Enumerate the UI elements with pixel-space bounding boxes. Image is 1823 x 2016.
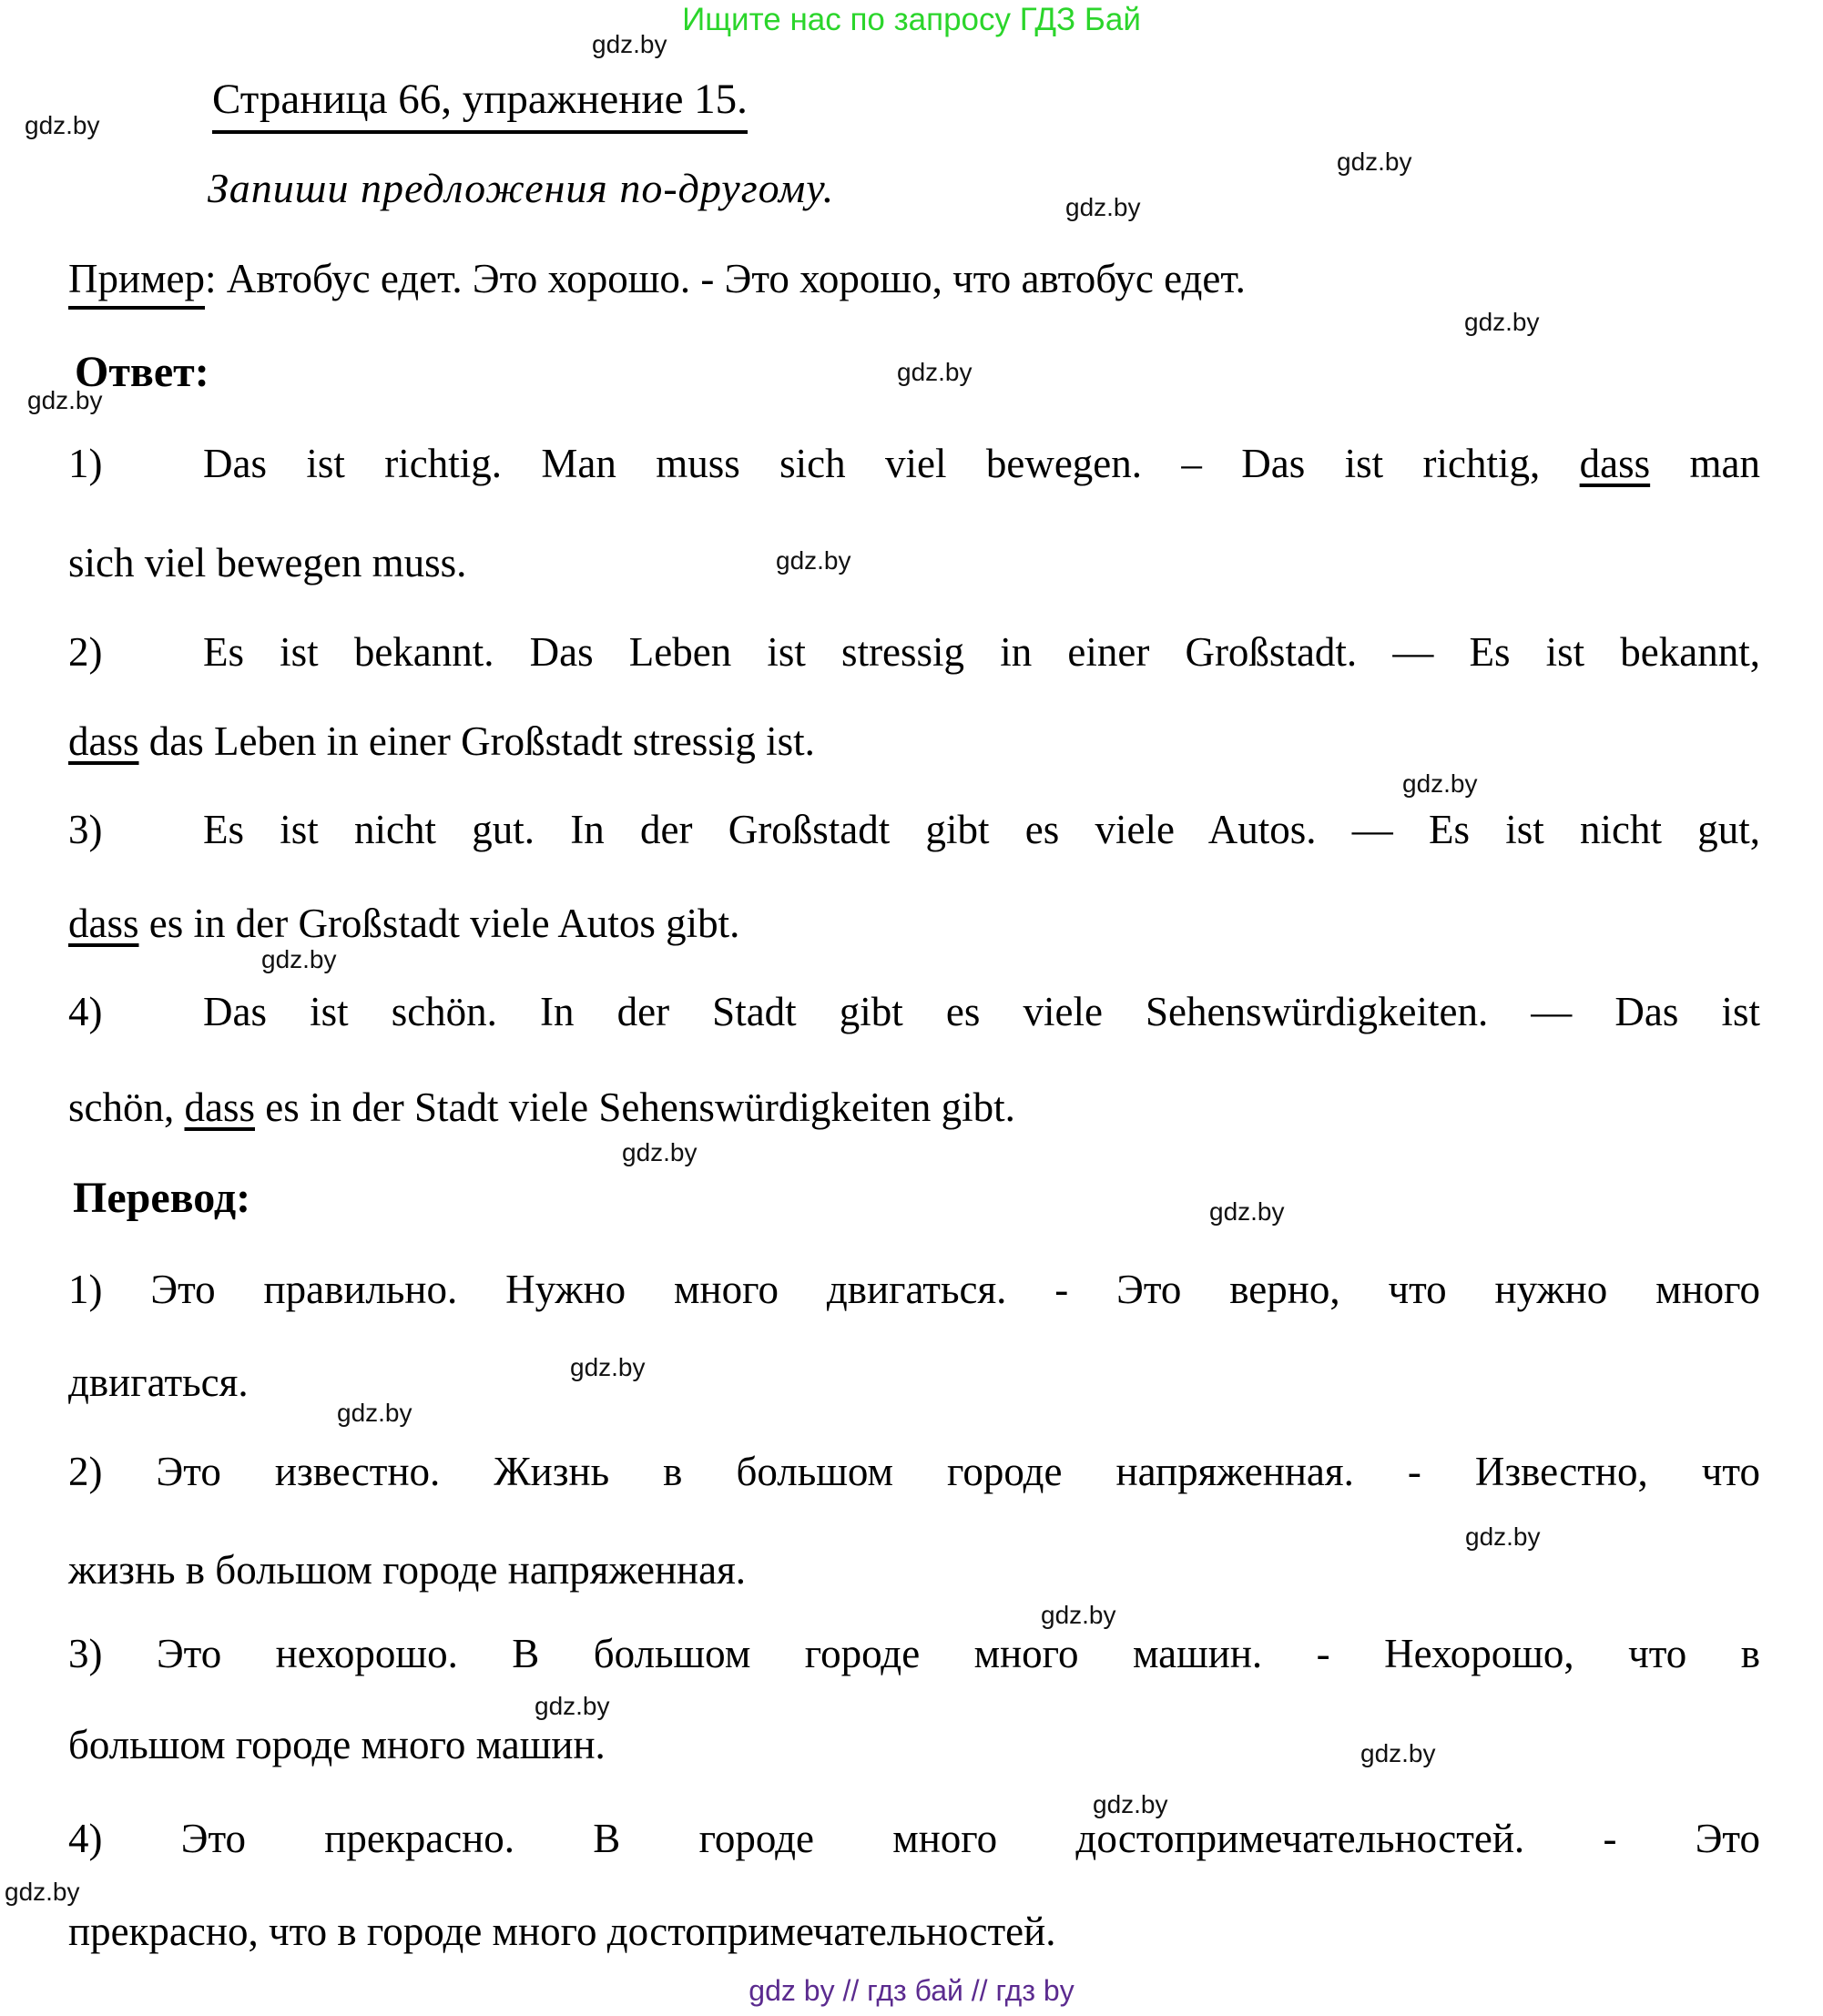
gdz-watermark: gdz.by [25,111,100,139]
gdz-watermark: gdz.by [1402,769,1478,798]
russian-item-1-line-1: 1) Это правильно. Нужно много двигаться. - Это верно, что нужно много [68,1267,1760,1312]
gdz-watermark: gdz.by [1465,1522,1541,1551]
gdz-watermark: gdz.by [1065,193,1141,221]
answer-heading: Ответ: [75,348,209,396]
item-text: Das ist richtig. Man muss sich viel bewegen. – Das ist richtig, [203,441,1580,486]
example-text: : Автобус едет. Это хорошо. - Это хорошо, что автобус едет. [205,256,1246,301]
gdz-watermark: gdz.by [1041,1601,1116,1629]
gdz-watermark: gdz.by [1464,308,1540,336]
russian-item-2-line-1: 2) Это известно. Жизнь в большом городе напряженная. - Известно, что [68,1449,1760,1494]
item-text: das Leben in einer Großstadt stressig ist. [138,718,815,764]
item-text: schön, [68,1084,185,1130]
german-item-1-line-2 [68,539,466,587]
gdz-watermark: gdz.by [5,1878,80,1906]
translation-heading: Перевод: [73,1174,251,1222]
dass-underlined: dass [184,1084,255,1130]
page-title-text: Страница 66, упражнение 15. [212,76,748,134]
item-number: 2) [68,629,103,675]
item-text: sich viel bewegen muss. [68,540,467,585]
gdz-watermark: gdz.by [27,386,103,414]
item-text: Es ist bekannt. Das Leben ist stressig in einer Großstadt. — Es ist bekannt, [203,629,1760,675]
german-item-4-line-1 [68,988,1760,1036]
russian-item-4-line-1: 4) Это прекрасно. В городе много достопримечательностей. - Это [68,1816,1760,1861]
gdz-watermark: gdz.by [570,1353,646,1381]
german-item-3-line-1 [68,806,1760,854]
item-text: man [1650,441,1760,486]
gdz-watermark: gdz.by [1360,1739,1436,1767]
promo-header: Ищите нас по запросу ГДЗ Бай [682,2,1141,37]
gdz-watermark: gdz.by [1337,148,1412,176]
german-item-2-line-2 [68,718,815,766]
example-label: Пример [68,256,205,310]
german-item-3-line-2 [68,900,739,948]
gdz-watermark: gdz.by [592,30,667,58]
item-number: 4) [68,989,103,1034]
german-item-4-line-2 [68,1084,1015,1132]
gdz-watermark: gdz.by [535,1692,610,1720]
dass-underlined: dass [68,718,139,764]
gdz-watermark: gdz.by [776,546,851,575]
item-text: Es ist nicht gut. In der Großstadt gibt es viele Autos. — Es ist nicht gut, [203,807,1760,852]
example-line [68,255,1246,303]
gdz-watermark: gdz.by [337,1399,412,1427]
russian-item-3-line-2: большом городе много машин. [68,1722,606,1767]
item-text: es in der Großstadt viele Autos gibt. [138,901,740,946]
item-text: es in der Stadt viele Sehenswürdigkeiten gibt. [255,1084,1015,1130]
gdz-watermark: gdz.by [1093,1790,1168,1818]
task-instruction: Запиши предложения по-другому. [208,165,835,211]
footer-brand: gdz by // гдз бай // гдз by [749,1974,1074,2007]
dass-underlined: dass [68,901,139,946]
russian-item-3-line-1: 3) Это нехорошо. В большом городе много машин. - Нехорошо, что в [68,1631,1760,1676]
gdz-watermark: gdz.by [897,358,973,386]
item-number: 1) [68,441,103,486]
russian-item-1-line-2: двигаться. [68,1359,249,1405]
russian-item-4-line-2: прекрасно, что в городе много достопримечательностей. [68,1909,1056,1954]
dass-underlined: dass [1579,441,1651,486]
gdz-watermark: gdz.by [261,945,337,973]
item-number: 3) [68,807,103,852]
russian-item-2-line-2: жизнь в большом городе напряженная. [68,1547,747,1593]
german-item-1-line-1 [68,440,1760,488]
gdz-watermark: gdz.by [622,1138,698,1166]
page-title [212,75,748,125]
german-item-2-line-1 [68,628,1760,677]
gdz-watermark: gdz.by [1209,1197,1285,1226]
item-text: Das ist schön. In der Stadt gibt es viele Sehenswürdigkeiten. — Das ist [203,989,1760,1034]
